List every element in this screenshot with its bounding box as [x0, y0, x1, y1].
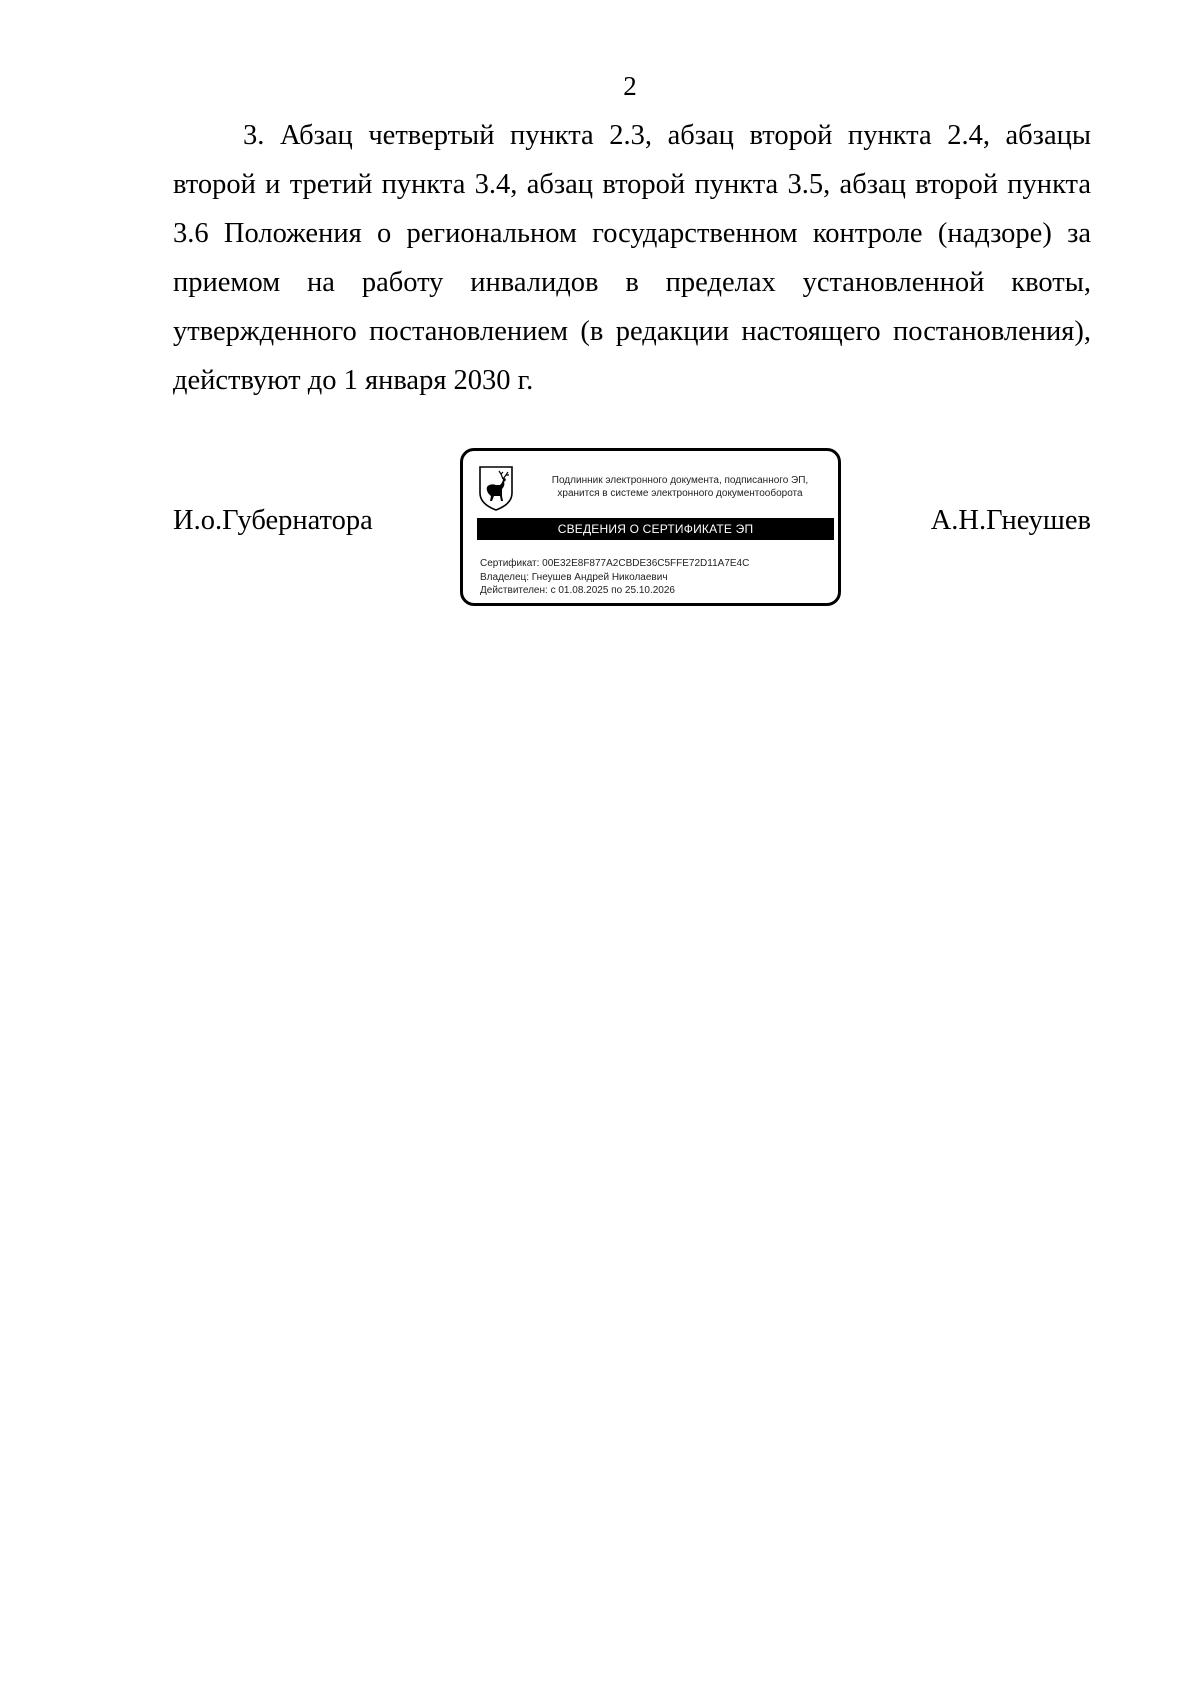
- signer-position: И.о.Губернатора: [173, 505, 373, 536]
- stamp-notice-line: хранится в системе электронного документооборота: [557, 488, 803, 499]
- signer-name: А.Н.Гнеушев: [930, 505, 1091, 536]
- page-number: 2: [623, 71, 637, 101]
- stamp-details: [480, 557, 749, 598]
- stamp-header: СВЕДЕНИЯ О СЕРТИФИКАТЕ ЭП: [477, 518, 834, 540]
- stamp-notice-line: Подлинник электронного документа, подписанного ЭП,: [551, 475, 809, 486]
- deer-coat-of-arms-icon: [478, 465, 514, 511]
- stamp-notice: [529, 474, 831, 500]
- certificate-owner: Владелец: Гнеушев Андрей Николаевич: [480, 571, 668, 583]
- body-paragraph: 3. Абзац четвертый пункта 2.3, абзац второй пункта 2.4, абзацы второй и третий пункта 3.4, абзац второй пункта 3.5, абзац второй пункта 3.6 Положения о региональном государственном контроле (надзоре) за приемом на работу инвалидов в пределах установленной квоты, утвержденного постановлением (в редакции настоящего постановления), действуют до 1 января 2030 г.: [173, 120, 1091, 396]
- certificate-number: Сертификат: 00E32E8F877A2CBDE36C5FFE72D11A7E4C: [480, 558, 750, 569]
- certificate-validity: Действителен: с 01.08.2025 по 25.10.2026: [480, 585, 675, 596]
- electronic-signature-stamp: [460, 448, 841, 606]
